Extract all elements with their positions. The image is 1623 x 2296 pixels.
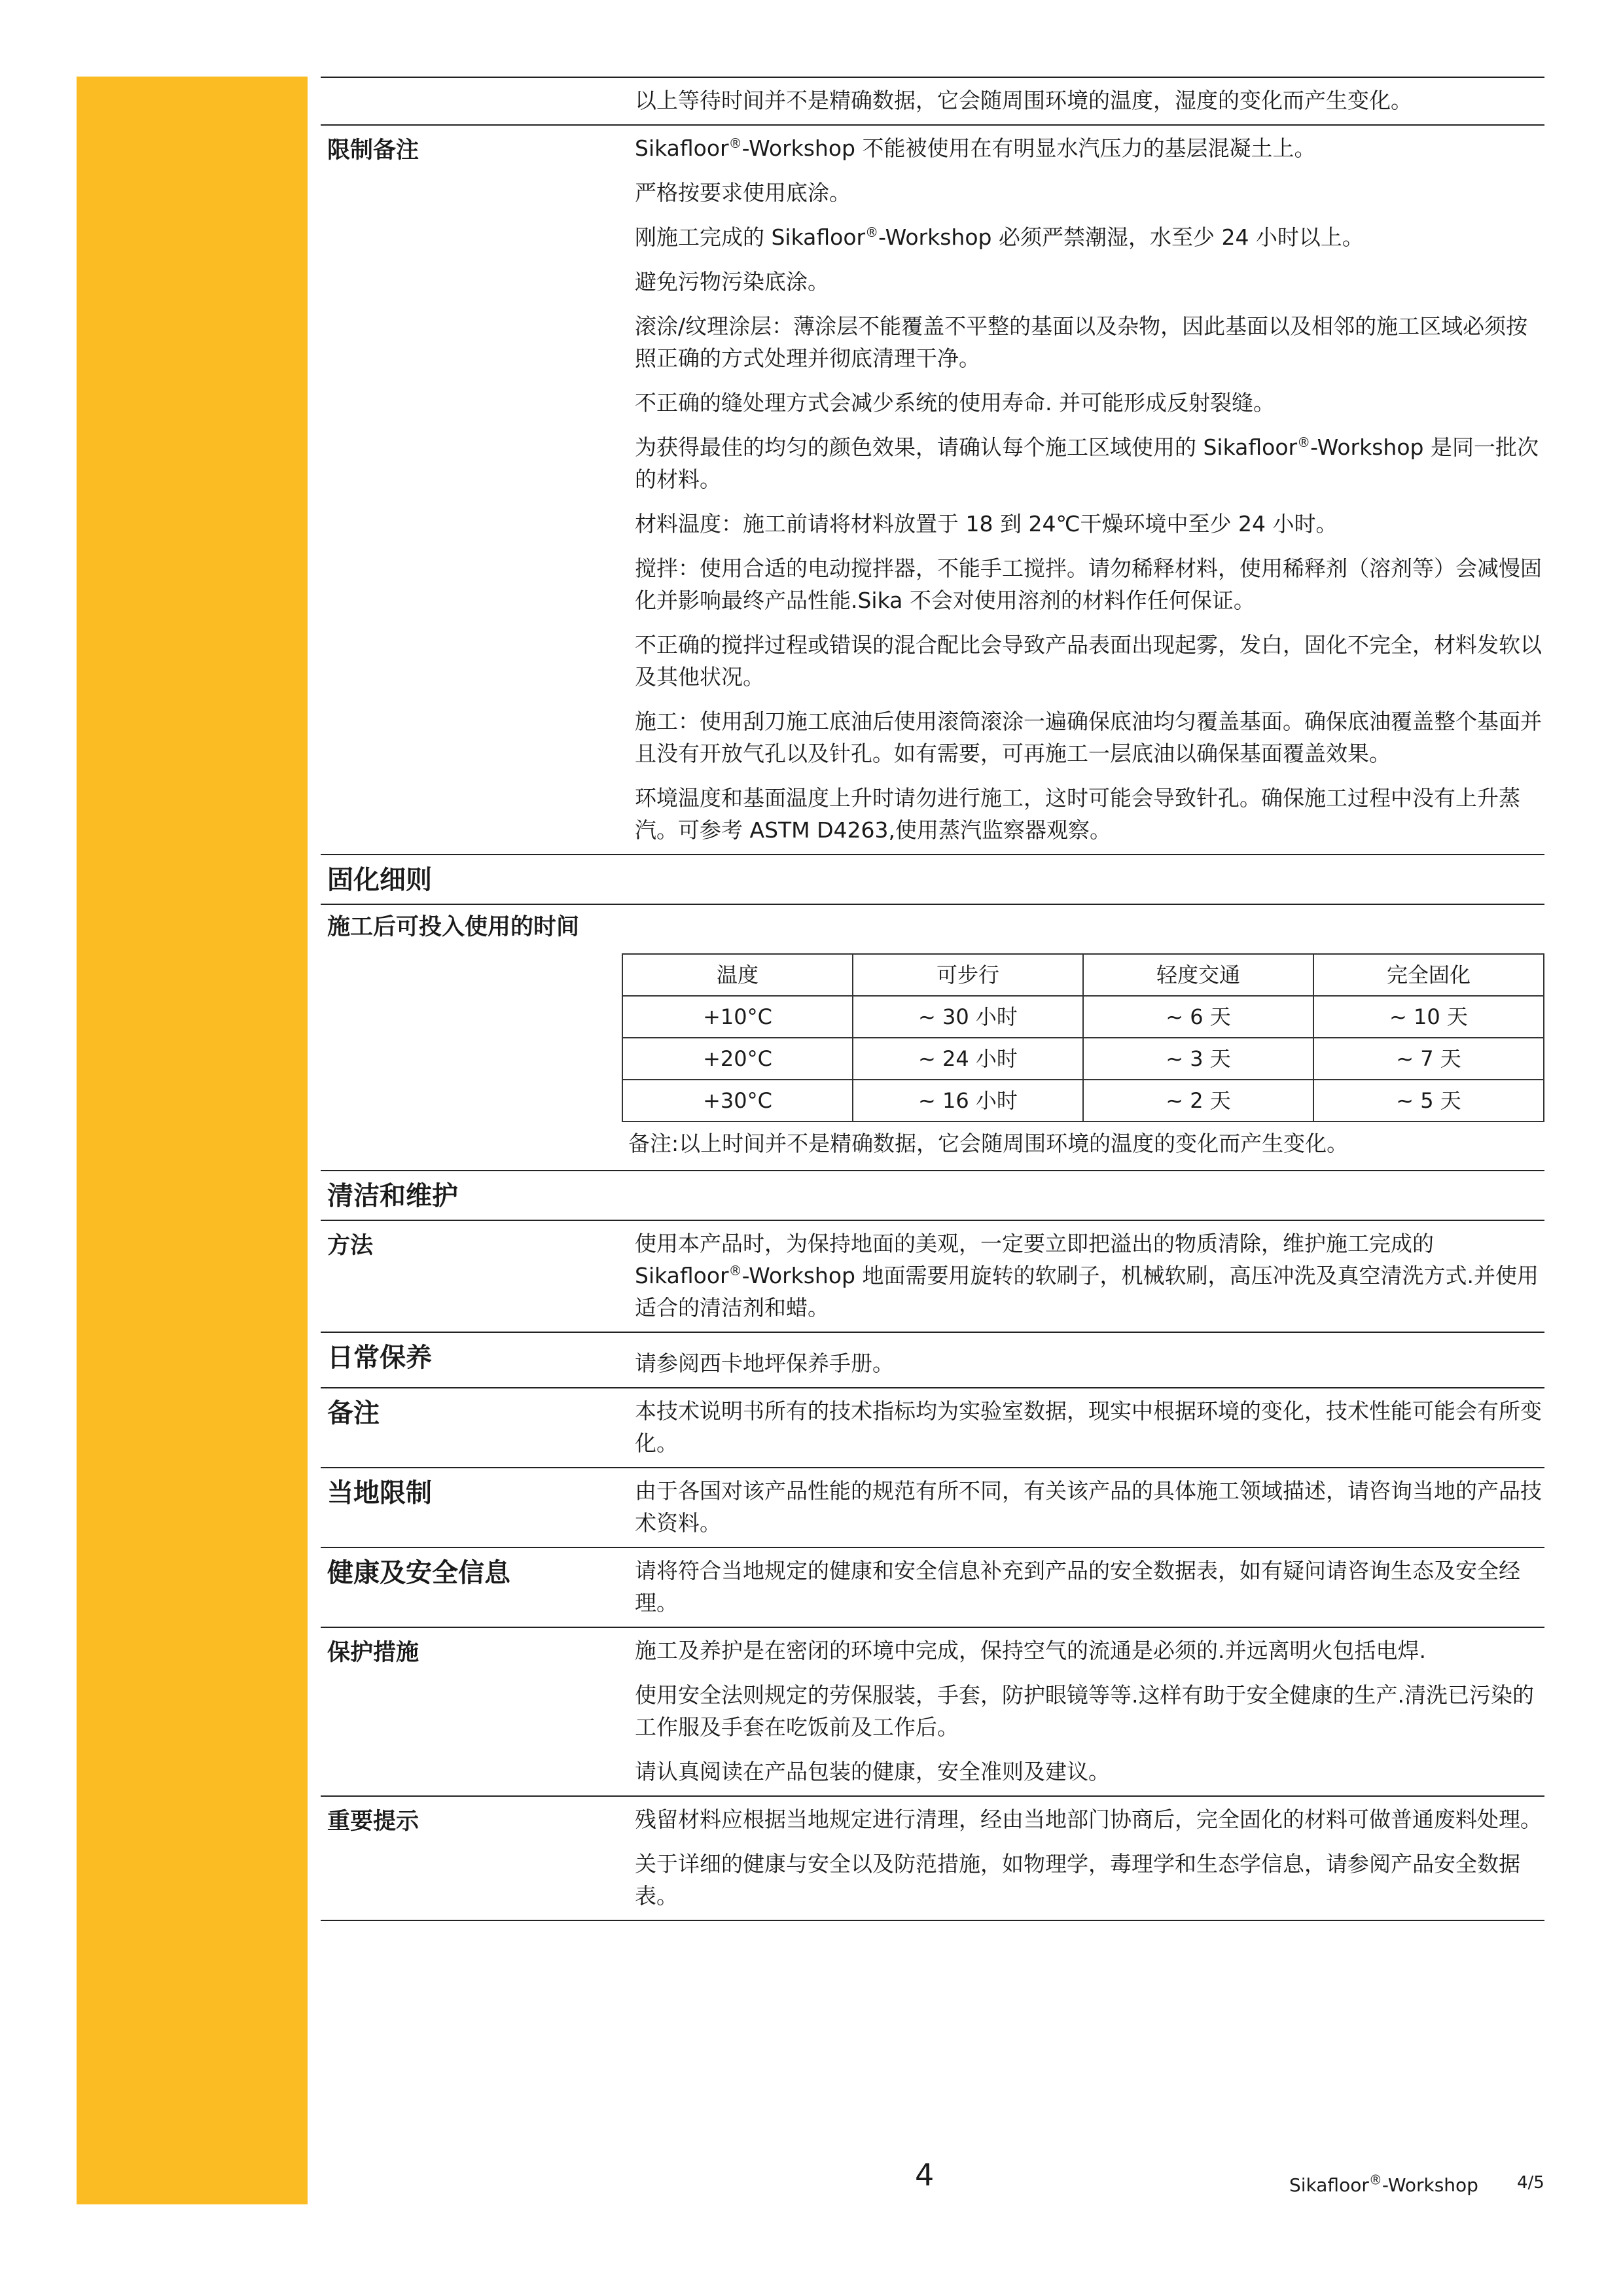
curing-heading: 固化细则: [321, 854, 1544, 904]
remarks-section: [321, 1387, 1544, 1467]
limitation-item: 施工：使用刮刀施工底油后使用滚筒滚涂一遍确保底油均匀覆盖基面。确保底油覆盖整个基面并且没有开放气孔以及针孔。如有需要，可再施工一层底油以确保基面覆盖效果。: [635, 709, 1542, 766]
important-section: [321, 1795, 1544, 1921]
table-cell: ~ 16 小时: [853, 1080, 1083, 1122]
top-note-row: [321, 77, 1544, 124]
table-cell: ~ 24 小时: [853, 1038, 1083, 1080]
important-item: 关于详细的健康与安全以及防范措施，如物理学，毒理学和生态学信息，请参阅产品安全数据表。: [635, 1851, 1520, 1909]
limitation-item: 滚涂/纹理涂层：薄涂层不能覆盖不平整的基面以及杂物，因此基面以及相邻的施工区域必须按照正确的方式处理并彻底清理干净。: [635, 313, 1528, 371]
local-restrictions-label: 当地限制: [327, 1478, 432, 1508]
table-row: [622, 996, 1544, 1038]
table-header-cell: 完全固化: [1313, 954, 1544, 996]
protection-label: 保护措施: [327, 1640, 419, 1666]
cleaning-heading: 清洁和维护: [321, 1170, 1544, 1220]
table-cell: +20°C: [622, 1038, 853, 1080]
table-cell: ~ 10 天: [1313, 996, 1544, 1038]
remarks-text: 本技术说明书所有的技术指标均为实验室数据，现实中根据环境的变化，技术性能可能会有所变化。: [635, 1398, 1542, 1456]
cleaning-method-text: 使用本产品时，为保持地面的美观，一定要立即把溢出的物质清除，维护施工完成的 Sikafloor®-Workshop 地面需要用旋转的软刷子，机械软刷，高压冲洗及真空清洗方式.并使用适合的清洁剂和蜡。: [635, 1231, 1539, 1320]
curing-section: [321, 904, 1544, 1170]
table-cell: ~ 7 天: [1313, 1038, 1544, 1080]
page-of-total: 4/5: [1517, 2173, 1544, 2193]
local-restrictions-section: [321, 1467, 1544, 1547]
limitation-item: 不正确的搅拌过程或错误的混合配比会导致产品表面出现起雾，发白，固化不完全，材料发软以及其他状况。: [635, 632, 1542, 690]
health-safety-section: [321, 1547, 1544, 1627]
important-label: 重要提示: [327, 1809, 419, 1835]
table-cell: ~ 2 天: [1083, 1080, 1313, 1122]
document-content: [321, 77, 1544, 1921]
table-row: [622, 1038, 1544, 1080]
table-cell: ~ 30 小时: [853, 996, 1083, 1038]
important-item: 残留材料应根据当地规定进行清理，经由当地部门协商后，完全固化的材料可做普通废料处理。: [635, 1807, 1542, 1832]
page-number: 4: [915, 2157, 935, 2193]
table-header-cell: 轻度交通: [1083, 954, 1313, 996]
local-restrictions-text: 由于各国对该产品性能的规范有所不同，有关该产品的具体施工领域描述，请咨询当地的产品技术资料。: [635, 1478, 1542, 1536]
curing-sub-label: 施工后可投入使用的时间: [327, 914, 580, 940]
table-cell: ~ 6 天: [1083, 996, 1313, 1038]
health-safety-text: 请将符合当地规定的健康和安全信息补充到产品的安全数据表，如有疑问请咨询生态及安全经理。: [635, 1558, 1520, 1616]
curing-note: 备注:以上时间并不是精确数据，它会随周围环境的温度的变化而产生变化。: [628, 1131, 1349, 1156]
limitation-item: 材料温度：施工前请将材料放置于 18 到 24℃干燥环境中至少 24 小时。: [635, 511, 1338, 537]
sidebar-color-bar: [77, 77, 308, 2204]
table-cell: +10°C: [622, 996, 853, 1038]
health-safety-label: 健康及安全信息: [327, 1558, 510, 1588]
limitation-item: 环境温度和基面温度上升时请勿进行施工，这时可能会导致针孔。确保施工过程中没有上升蒸汽。可参考 ASTM D4263,使用蒸汽监察器观察。: [635, 785, 1520, 843]
limitation-item: Sikafloor®-Workshop 不能被使用在有明显水汽压力的基层混凝土上。: [635, 135, 1316, 161]
limitations-body: [635, 126, 1544, 854]
curing-table: [622, 953, 1544, 1122]
protection-section: [321, 1627, 1544, 1795]
cleaning-method-label: 方法: [327, 1233, 374, 1259]
table-header-cell: 可步行: [853, 954, 1083, 996]
daily-care-label: 日常保养: [327, 1343, 432, 1373]
daily-care-section: [321, 1332, 1544, 1387]
table-cell: ~ 5 天: [1313, 1080, 1544, 1122]
protection-item: 施工及养护是在密闭的环境中完成，保持空气的流通是必须的.并远离明火包括电焊.: [635, 1638, 1426, 1663]
table-cell: +30°C: [622, 1080, 853, 1122]
limitations-section: [321, 124, 1544, 854]
cleaning-method-section: [321, 1220, 1544, 1332]
daily-care-text: 请参阅西卡地坪保养手册。: [635, 1351, 894, 1376]
table-header-row: [622, 954, 1544, 996]
table-header-cell: 温度: [622, 954, 853, 996]
remarks-label: 备注: [327, 1398, 380, 1428]
protection-item: 使用安全法则规定的劳保服装，手套，防护眼镜等等.这样有助于安全健康的生产.清洗已污染的工作服及手套在吃饭前及工作后。: [635, 1682, 1534, 1740]
protection-item: 请认真阅读在产品包装的健康，安全准则及建议。: [635, 1759, 1110, 1784]
top-note: 以上等待时间并不是精确数据，它会随周围环境的温度，湿度的变化而产生变化。: [635, 88, 1412, 113]
limitations-label: 限制备注: [327, 137, 419, 164]
table-cell: ~ 3 天: [1083, 1038, 1313, 1080]
limitation-item: 不正确的缝处理方式会减少系统的使用寿命. 并可能形成反射裂缝。: [635, 390, 1275, 415]
limitation-item: 避免污物污染底涂。: [635, 269, 829, 294]
limitation-item: 刚施工完成的 Sikafloor®-Workshop 必须严禁潮湿，水至少 24 小时以上。: [635, 224, 1364, 250]
footer-product-name: Sikafloor®-Workshop: [1289, 2172, 1478, 2196]
table-row: [622, 1080, 1544, 1122]
limitation-item: 为获得最佳的均匀的颜色效果，请确认每个施工区域使用的 Sikafloor®-Workshop 是同一批次的材料。: [635, 434, 1539, 492]
limitation-item: 搅拌：使用合适的电动搅拌器，不能手工搅拌。请勿稀释材料，使用稀释剂（溶剂等）会减慢固化并影响最终产品性能.Sika 不会对使用溶剂的材料作任何保证。: [635, 556, 1542, 613]
limitation-item: 严格按要求使用底涂。: [635, 180, 851, 205]
